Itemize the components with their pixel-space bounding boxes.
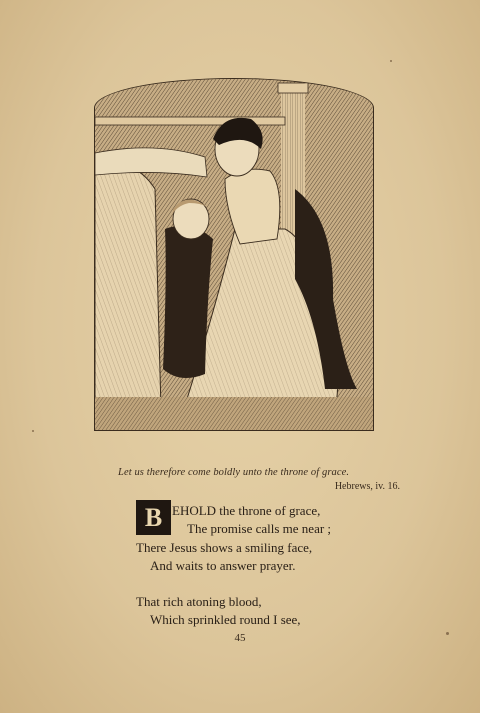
paper-speck <box>446 632 449 635</box>
scripture-reference: Hebrews, iv. 16. <box>334 481 400 492</box>
paper-speck <box>32 430 34 432</box>
verse-line-5: That rich atoning blood, <box>136 594 262 609</box>
verse-line-1: EHOLD the throne of grace, <box>172 503 321 518</box>
verse-line-4: And waits to answer prayer. <box>150 558 296 573</box>
engraving-mother-child-praying <box>95 79 373 430</box>
verse-line-6: Which sprinkled round I see, <box>150 612 301 627</box>
verse-line-2: The promise calls me near ; <box>187 521 332 536</box>
illustration-caption: Let us therefore come boldly unto the throne of grace. <box>118 467 350 478</box>
ornamental-drop-cap <box>136 500 171 535</box>
verse-line-3: There Jesus shows a smiling face, <box>136 540 313 555</box>
engraving-illustration <box>94 78 374 431</box>
page-number: 45 <box>234 632 246 644</box>
drop-cap-letter: B <box>144 503 163 532</box>
paper-speck <box>390 60 392 62</box>
